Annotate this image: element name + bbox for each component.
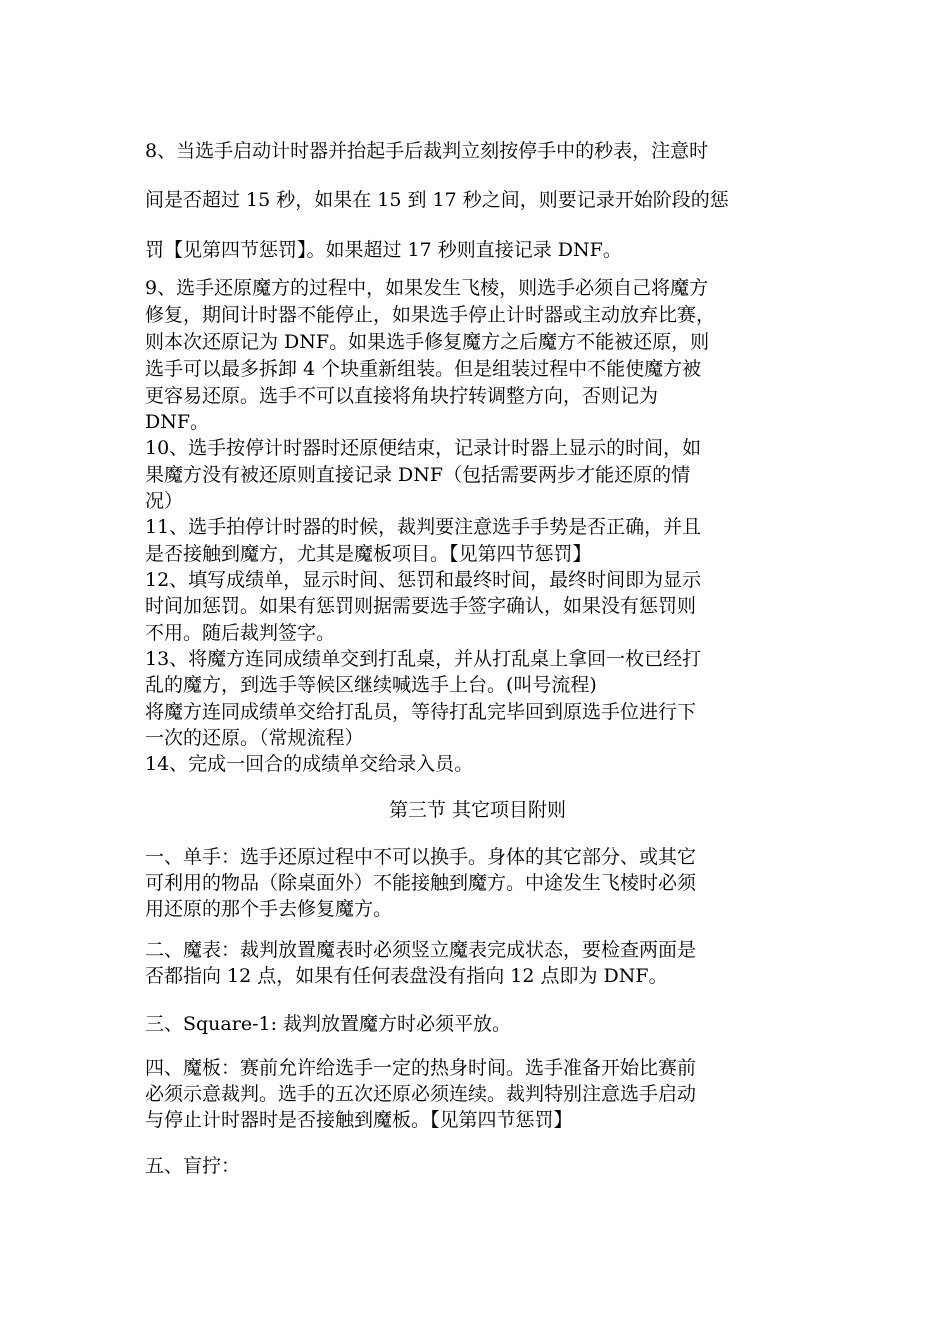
text-line: 二、魔表：裁判放置魔表时必须竖立魔表完成状态，要检查两面是 [145, 939, 697, 961]
text-line: 更容易还原。选手不可以直接将角块拧转调整方向，否则记为 [145, 385, 659, 407]
text-line: 9、选手还原魔方的过程中，如果发生飞棱，则选手必须自己将魔方 [145, 277, 709, 299]
text-line: 必须示意裁判。选手的五次还原必须连续。裁判特别注意选手启动 [145, 1083, 697, 1105]
text-line: 时间加惩罚。如果有惩罚则据需要选手签字确认，如果没有惩罚则 [145, 595, 697, 617]
text-line: 13、将魔方连同成绩单交到打乱桌，并从打乱桌上拿回一枚已经打 [145, 648, 702, 670]
text-line: 一次的还原。（常规流程） [145, 727, 364, 749]
text-line: 况） [145, 490, 184, 512]
section-heading: 第三节 其它项目附则 [388, 799, 567, 821]
text-line: 与停止计时器时是否接触到魔板。【见第四节惩罚】 [145, 1109, 573, 1131]
text-line: 可利用的物品（除桌面外）不能接触到魔方。中途发生飞棱时必须 [145, 872, 697, 894]
text-line: 10、选手按停计时器时还原便结束，记录计时器上显示的时间，如 [145, 437, 702, 459]
text-line: 果魔方没有被还原则直接记录 DNF（包括需要两步才能还原的情 [145, 464, 691, 486]
text-line: 罚【见第四节惩罚】。如果超过 17 秒则直接记录 DNF。 [145, 239, 622, 261]
text-line: 是否接触到魔方，尤其是魔板项目。【见第四节惩罚】 [145, 543, 592, 565]
text-line: 12、填写成绩单，显示时间、惩罚和最终时间，最终时间即为显示 [145, 569, 702, 591]
text-line: 四、魔板：赛前允许给选手一定的热身时间。选手准备开始比赛前 [145, 1057, 697, 1079]
text-line: 8、当选手启动计时器并抬起手后裁判立刻按停手中的秒表，注意时 [145, 140, 709, 162]
text-line: 修复，期间计时器不能停止，如果选手停止计时器或主动放弃比赛， [145, 304, 716, 326]
text-line: DNF。 [145, 411, 210, 433]
text-line: 将魔方连同成绩单交给打乱员，等待打乱完毕回到原选手位进行下 [145, 701, 697, 723]
text-line: 乱的魔方，到选手等候区继续喊选手上台。(叫号流程) [145, 674, 597, 696]
text-line: 五、盲拧： [145, 1155, 241, 1177]
text-line: 否都指向 12 点，如果有任何表盘没有指向 12 点即为 DNF。 [145, 965, 668, 987]
text-line: 三、Square-1: 裁判放置魔方时必须平放。 [145, 1013, 512, 1035]
text-line: 11、选手拍停计时器的时候，裁判要注意选手手势是否正确，并且 [145, 516, 702, 538]
text-line: 选手可以最多拆卸 4 个块重新组装。但是组装过程中不能使魔方被 [145, 358, 702, 380]
text-line: 则本次还原记为 DNF。如果选手修复魔方之后魔方不能被还原，则 [145, 331, 710, 353]
text-line: 一、单手：选手还原过程中不可以换手。身体的其它部分、或其它 [145, 846, 697, 868]
text-line: 不用。随后裁判签字。 [145, 622, 336, 644]
text-line: 14、完成一回合的成绩单交给录入员。 [145, 753, 474, 775]
text-line: 间是否超过 15 秒，如果在 15 到 17 秒之间，则要记录开始阶段的惩 [145, 189, 729, 211]
text-line: 用还原的那个手去修复魔方。 [145, 898, 393, 920]
